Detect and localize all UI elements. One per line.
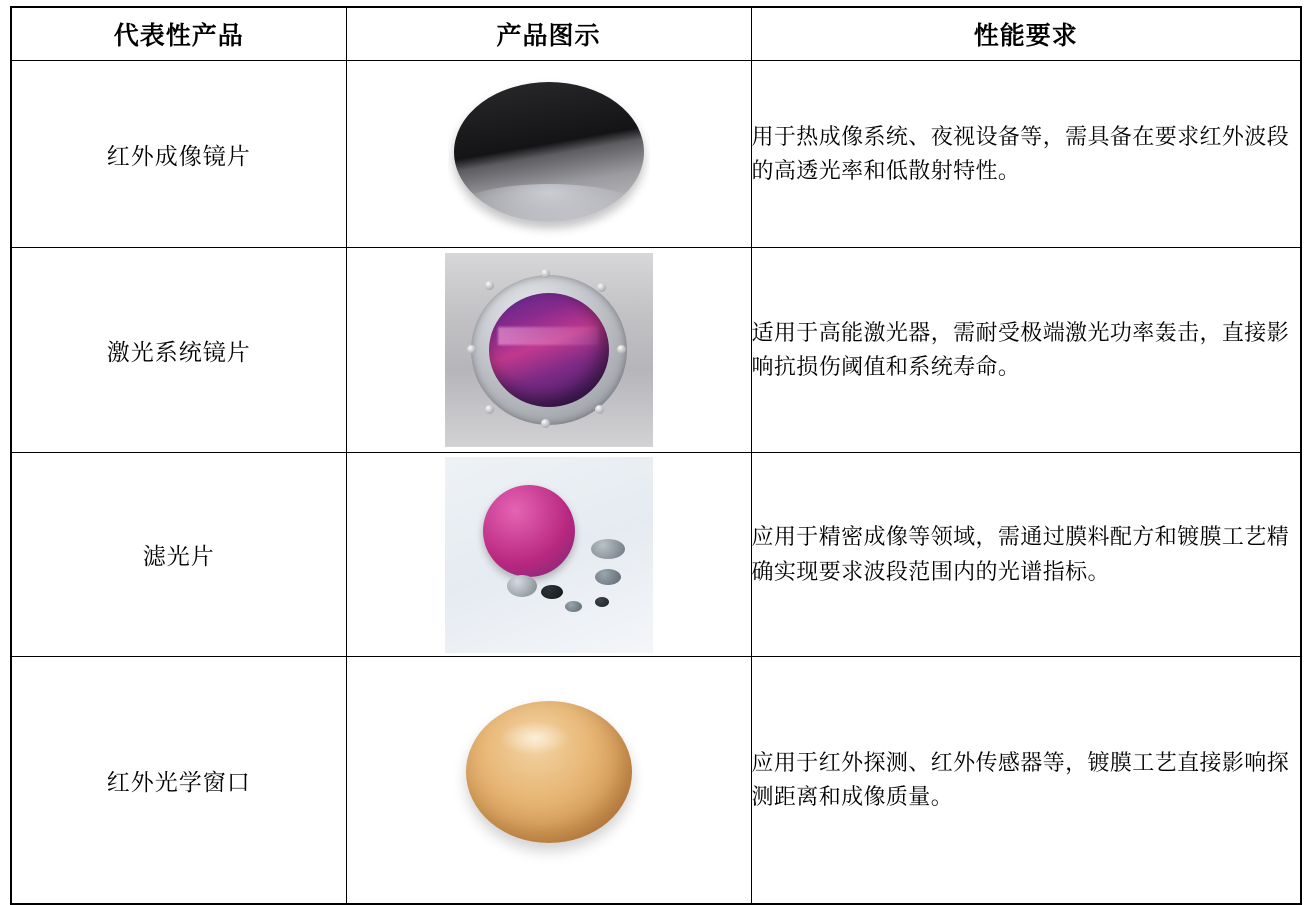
table-row <box>11 248 1301 453</box>
filter-disc-small <box>591 539 625 559</box>
filter-disc-small <box>541 585 563 599</box>
filter-disc-large <box>483 485 575 577</box>
housing-bolt <box>485 405 494 414</box>
product-image-cell <box>346 453 751 657</box>
requirement-text: 应用于红外探测、红外传感器等，镀膜工艺直接影响探测距离和成像质量。 <box>751 749 1290 809</box>
column-header-product: 代表性产品 <box>11 7 346 61</box>
housing-bolt <box>467 345 476 354</box>
infrared-optical-window-photo <box>442 691 656 869</box>
requirement-cell <box>751 657 1301 905</box>
product-image-cell <box>346 61 751 248</box>
product-name-cell: 滤光片 <box>11 453 346 657</box>
product-name-cell: 激光系统镜片 <box>11 248 346 453</box>
product-spec-table <box>10 6 1302 905</box>
table-row <box>11 657 1301 905</box>
table-row <box>11 61 1301 248</box>
requirement-text: 适用于高能激光器，需耐受极端激光功率轰击，直接影响抗损伤阈值和系统寿命。 <box>751 319 1290 379</box>
housing-bolt <box>541 419 550 428</box>
filter-disc-small <box>565 601 582 612</box>
product-image-cell <box>346 248 751 453</box>
window-highlight <box>500 721 570 755</box>
laser-system-lens-photo <box>445 253 653 447</box>
filter-disc-small <box>507 575 537 597</box>
table-row <box>11 453 1301 657</box>
lens-coated-glass <box>489 293 609 407</box>
lens-shadow <box>458 184 640 230</box>
infrared-imaging-lens-photo <box>448 66 650 242</box>
requirement-cell <box>751 453 1301 657</box>
housing-bolt <box>541 269 550 278</box>
product-image-cell <box>346 657 751 905</box>
filter-disc-small <box>595 597 609 607</box>
requirement-cell <box>751 61 1301 248</box>
product-name-cell: 红外光学窗口 <box>11 657 346 905</box>
column-header-requirement: 性能要求 <box>751 7 1301 61</box>
housing-bolt <box>595 405 604 414</box>
requirement-text: 应用于精密成像等领域，需通过膜料配方和镀膜工艺精确实现要求波段范围内的光谱指标。 <box>751 524 1290 584</box>
table-header-row <box>11 7 1301 61</box>
requirement-cell <box>751 248 1301 453</box>
filter-disc-small <box>595 569 621 585</box>
housing-bolt <box>597 283 606 292</box>
column-header-image: 产品图示 <box>346 7 751 61</box>
requirement-text: 用于热成像系统、夜视设备等，需具备在要求红外波段的高透光率和低散射特性。 <box>751 123 1290 183</box>
optical-filter-photo <box>445 457 653 653</box>
product-name-cell: 红外成像镜片 <box>11 61 346 248</box>
housing-bolt <box>617 345 626 354</box>
housing-bolt <box>485 281 494 290</box>
